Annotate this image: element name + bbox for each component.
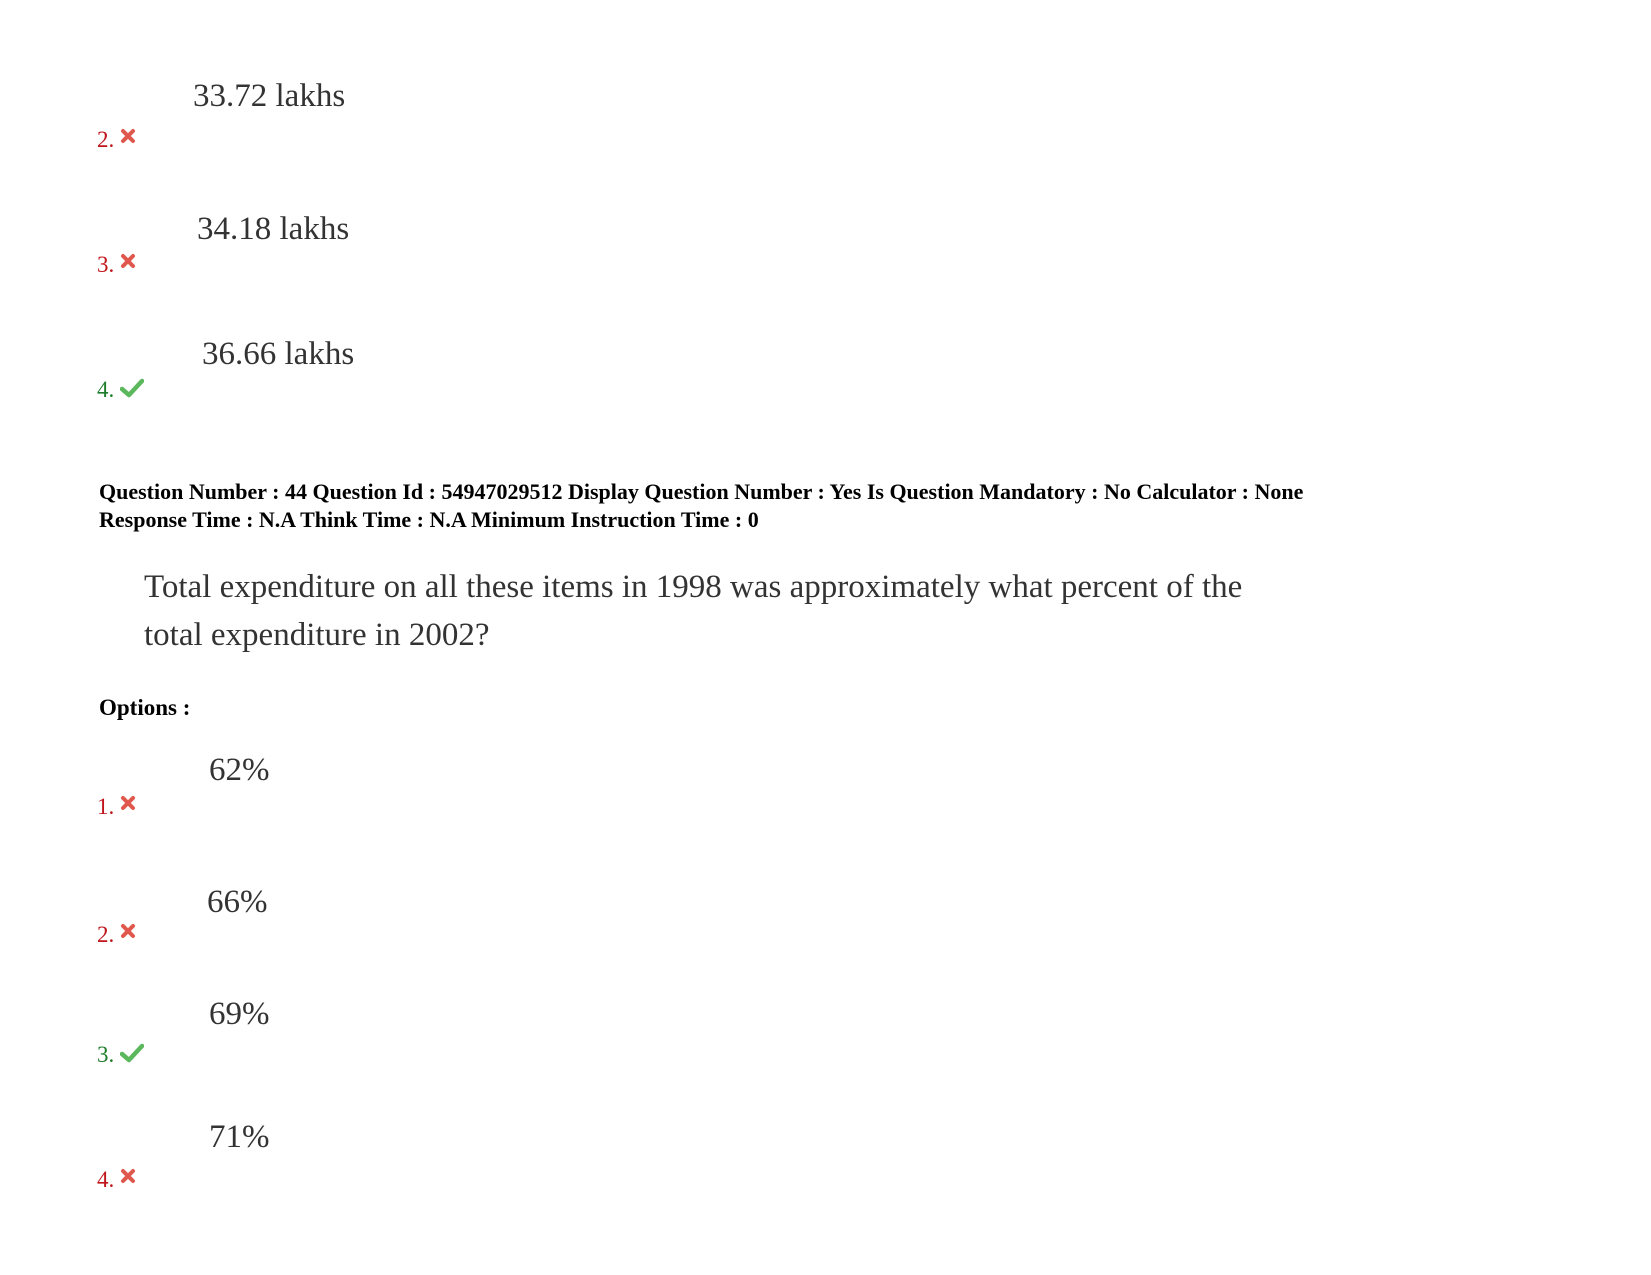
question-meta [99,478,1303,534]
prev-option-4-marker [97,378,144,401]
prev-option-3-number: 3. [97,252,115,277]
option-3-value: 69% [209,996,270,1032]
option-2-number: 2. [97,922,115,947]
prev-option-2-number: 2. [97,127,115,152]
question-text-line1: Total expenditure on all these items in 1998 was approximately what percent of the [144,569,1243,605]
cross-icon [120,253,136,269]
option-2-marker [97,923,136,946]
prev-option-4-value: 36.66 lakhs [202,336,355,372]
option-1-number: 1. [97,794,115,819]
prev-option-2-marker [97,128,136,151]
option-1-marker [97,795,136,818]
cross-icon [120,795,136,811]
question-text-line2: total expenditure in 2002? [144,617,490,653]
question-meta-line2: Response Time : N.A Think Time : N.A Minimum Instruction Time : 0 [99,507,759,532]
prev-option-4-number: 4. [97,377,115,402]
option-3-number: 3. [97,1042,115,1067]
prev-option-2-value: 33.72 lakhs [193,78,346,114]
cross-icon [120,923,136,939]
cross-icon [120,128,136,144]
options-heading: Options : [99,695,191,720]
question-text [144,563,1444,659]
option-4-number: 4. [97,1167,115,1192]
cross-icon [120,1168,136,1184]
check-icon [120,1043,144,1063]
prev-option-3-value: 34.18 lakhs [197,211,350,247]
option-2-value: 66% [207,884,268,920]
option-4-value: 71% [209,1119,270,1155]
check-icon [120,378,144,398]
option-3-marker [97,1043,144,1066]
option-1-value: 62% [209,752,270,788]
question-meta-line1: Question Number : 44 Question Id : 54947029512 Display Question Number : Yes Is Question Mandatory : No Calculator : None [99,479,1304,504]
prev-option-3-marker [97,253,136,276]
option-4-marker [97,1168,136,1191]
